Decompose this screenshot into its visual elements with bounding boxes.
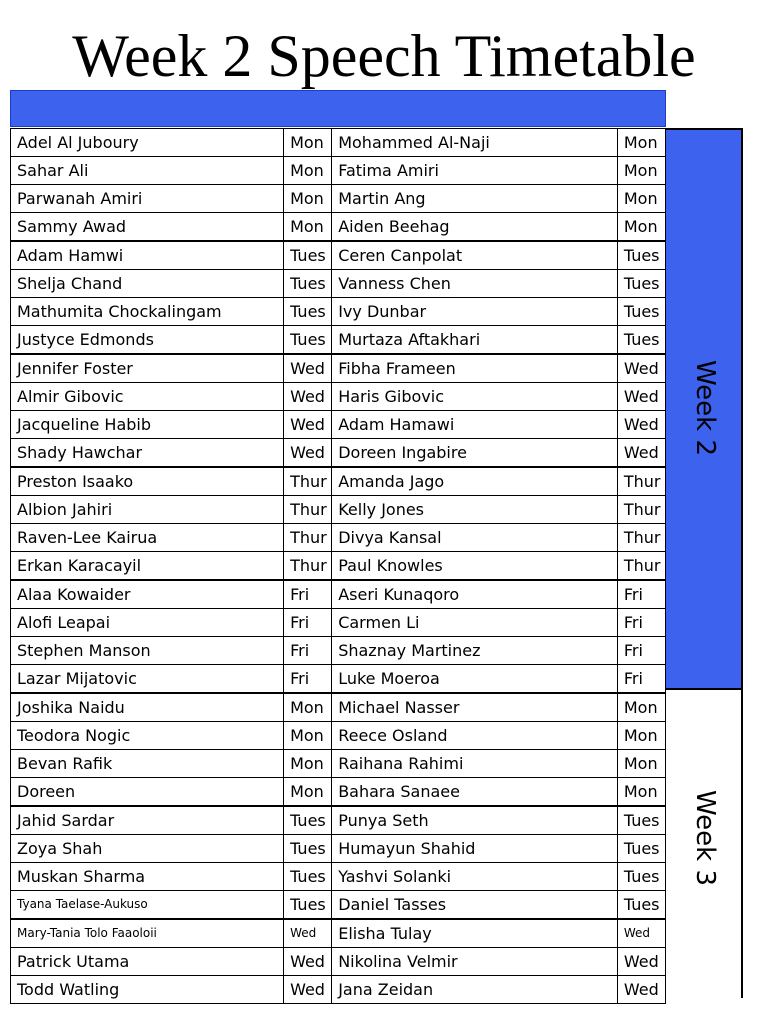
day-left: Thur (284, 496, 332, 524)
student-name-left: Adam Hamwi (11, 241, 284, 270)
table-row (11, 467, 666, 496)
table-row (11, 665, 666, 694)
day-left: Tues (284, 891, 332, 920)
student-name-left: Todd Watling (11, 976, 284, 1004)
student-name-left: Sammy Awad (11, 213, 284, 242)
table-row (11, 609, 666, 637)
day-right: Tues (617, 863, 665, 891)
day-left: Wed (284, 411, 332, 439)
day-right: Mon (617, 185, 665, 213)
student-name-right: Luke Moeroa (332, 665, 618, 694)
student-name-right: Vanness Chen (332, 270, 618, 298)
student-name-right: Amanda Jago (332, 467, 618, 496)
student-name-right: Fibha Frameen (332, 354, 618, 383)
table-row (11, 976, 666, 1004)
student-name-right: Michael Nasser (332, 693, 618, 722)
table-row (11, 213, 666, 242)
table-row (11, 411, 666, 439)
student-name-right: Punya Seth (332, 806, 618, 835)
student-name-left: Alofi Leapai (11, 609, 284, 637)
day-left: Fri (284, 665, 332, 694)
student-name-right: Jana Zeidan (332, 976, 618, 1004)
day-left: Wed (284, 948, 332, 976)
page-title: Week 2 Speech Timetable (72, 23, 696, 89)
day-left: Thur (284, 552, 332, 581)
day-left: Fri (284, 609, 332, 637)
table-row (11, 806, 666, 835)
student-name-left: Joshika Naidu (11, 693, 284, 722)
day-left: Wed (284, 919, 332, 948)
day-left: Wed (284, 976, 332, 1004)
student-name-left: Muskan Sharma (11, 863, 284, 891)
table-row (11, 241, 666, 270)
student-name-left: Shady Hawchar (11, 439, 284, 468)
day-left: Mon (284, 157, 332, 185)
table-row (11, 354, 666, 383)
day-left: Tues (284, 298, 332, 326)
student-name-left: Jennifer Foster (11, 354, 284, 383)
table-row (11, 552, 666, 581)
header-bar (10, 90, 666, 127)
day-left: Fri (284, 580, 332, 609)
table-row (11, 919, 666, 948)
student-name-left: Albion Jahiri (11, 496, 284, 524)
student-name-right: Adam Hamawi (332, 411, 618, 439)
table-row (11, 524, 666, 552)
day-left: Tues (284, 806, 332, 835)
day-right: Fri (617, 665, 665, 694)
student-name-right: Murtaza Aftakhari (332, 326, 618, 355)
student-name-left: Jacqueline Habib (11, 411, 284, 439)
table-row (11, 637, 666, 665)
week-3-panel (666, 690, 743, 998)
student-name-left: Mary-Tania Tolo Faaoloii (11, 919, 284, 948)
day-right: Tues (617, 241, 665, 270)
student-name-left: Almir Gibovic (11, 383, 284, 411)
table-row (11, 270, 666, 298)
student-name-left: Sahar Ali (11, 157, 284, 185)
table-row (11, 693, 666, 722)
day-left: Wed (284, 354, 332, 383)
student-name-left: Alaa Kowaider (11, 580, 284, 609)
student-name-right: Humayun Shahid (332, 835, 618, 863)
week-2-panel (666, 128, 743, 690)
day-right: Fri (617, 637, 665, 665)
day-right: Mon (617, 129, 665, 157)
timetable-body (11, 129, 666, 1004)
day-right: Tues (617, 298, 665, 326)
day-right: Wed (617, 439, 665, 468)
table-row (11, 863, 666, 891)
day-right: Thur (617, 524, 665, 552)
day-right: Fri (617, 580, 665, 609)
day-left: Mon (284, 693, 332, 722)
table-row (11, 496, 666, 524)
student-name-right: Haris Gibovic (332, 383, 618, 411)
student-name-right: Yashvi Solanki (332, 863, 618, 891)
student-name-left: Bevan Rafik (11, 750, 284, 778)
day-right: Wed (617, 354, 665, 383)
student-name-left: Shelja Chand (11, 270, 284, 298)
table-row (11, 891, 666, 920)
student-name-right: Elisha Tulay (332, 919, 618, 948)
day-left: Thur (284, 467, 332, 496)
day-left: Mon (284, 750, 332, 778)
day-left: Mon (284, 213, 332, 242)
day-left: Tues (284, 241, 332, 270)
student-name-left: Tyana Taelase-Aukuso (11, 891, 284, 920)
day-left: Wed (284, 383, 332, 411)
student-name-left: Parwanah Amiri (11, 185, 284, 213)
table-row (11, 580, 666, 609)
student-name-left: Lazar Mijatovic (11, 665, 284, 694)
table-row (11, 298, 666, 326)
student-name-right: Mohammed Al-Naji (332, 129, 618, 157)
day-right: Tues (617, 835, 665, 863)
student-name-left: Teodora Nogic (11, 722, 284, 750)
week-2-label: Week 2 (690, 360, 720, 457)
day-right: Mon (617, 157, 665, 185)
day-left: Tues (284, 270, 332, 298)
student-name-right: Carmen Li (332, 609, 618, 637)
table-row (11, 383, 666, 411)
day-left: Tues (284, 326, 332, 355)
student-name-right: Kelly Jones (332, 496, 618, 524)
student-name-left: Patrick Utama (11, 948, 284, 976)
day-right: Mon (617, 750, 665, 778)
timetable (10, 128, 666, 1004)
student-name-right: Nikolina Velmir (332, 948, 618, 976)
student-name-right: Bahara Sanaee (332, 778, 618, 807)
table-row (11, 326, 666, 355)
table-row (11, 439, 666, 468)
student-name-right: Paul Knowles (332, 552, 618, 581)
student-name-left: Zoya Shah (11, 835, 284, 863)
table-row (11, 835, 666, 863)
day-right: Tues (617, 326, 665, 355)
student-name-right: Daniel Tasses (332, 891, 618, 920)
student-name-left: Jahid Sardar (11, 806, 284, 835)
day-left: Mon (284, 129, 332, 157)
table-row (11, 722, 666, 750)
day-right: Wed (617, 919, 665, 948)
day-left: Thur (284, 524, 332, 552)
day-right: Wed (617, 976, 665, 1004)
student-name-left: Raven-Lee Kairua (11, 524, 284, 552)
student-name-left: Adel Al Juboury (11, 129, 284, 157)
table-row (11, 157, 666, 185)
table-row (11, 778, 666, 807)
student-name-right: Fatima Amiri (332, 157, 618, 185)
day-right: Tues (617, 806, 665, 835)
day-right: Wed (617, 948, 665, 976)
day-right: Wed (617, 383, 665, 411)
day-right: Thur (617, 496, 665, 524)
student-name-left: Erkan Karacayil (11, 552, 284, 581)
day-right: Thur (617, 552, 665, 581)
table-row (11, 129, 666, 157)
student-name-right: Ceren Canpolat (332, 241, 618, 270)
student-name-right: Doreen Ingabire (332, 439, 618, 468)
day-right: Mon (617, 693, 665, 722)
day-right: Wed (617, 411, 665, 439)
student-name-left: Doreen (11, 778, 284, 807)
day-right: Mon (617, 722, 665, 750)
student-name-left: Justyce Edmonds (11, 326, 284, 355)
student-name-right: Aseri Kunaqoro (332, 580, 618, 609)
day-right: Fri (617, 609, 665, 637)
day-right: Thur (617, 467, 665, 496)
day-left: Tues (284, 835, 332, 863)
day-right: Tues (617, 270, 665, 298)
day-right: Tues (617, 891, 665, 920)
student-name-right: Martin Ang (332, 185, 618, 213)
student-name-right: Raihana Rahimi (332, 750, 618, 778)
day-left: Mon (284, 778, 332, 807)
day-right: Mon (617, 778, 665, 807)
student-name-right: Shaznay Martinez (332, 637, 618, 665)
day-left: Wed (284, 439, 332, 468)
student-name-right: Aiden Beehag (332, 213, 618, 242)
student-name-left: Preston Isaako (11, 467, 284, 496)
day-left: Mon (284, 185, 332, 213)
table-row (11, 185, 666, 213)
student-name-right: Reece Osland (332, 722, 618, 750)
day-right: Mon (617, 213, 665, 242)
student-name-left: Stephen Manson (11, 637, 284, 665)
table-row (11, 948, 666, 976)
day-left: Mon (284, 722, 332, 750)
week-3-label: Week 3 (690, 790, 720, 887)
day-left: Tues (284, 863, 332, 891)
student-name-left: Mathumita Chockalingam (11, 298, 284, 326)
student-name-right: Ivy Dunbar (332, 298, 618, 326)
student-name-right: Divya Kansal (332, 524, 618, 552)
table-row (11, 750, 666, 778)
day-left: Fri (284, 637, 332, 665)
